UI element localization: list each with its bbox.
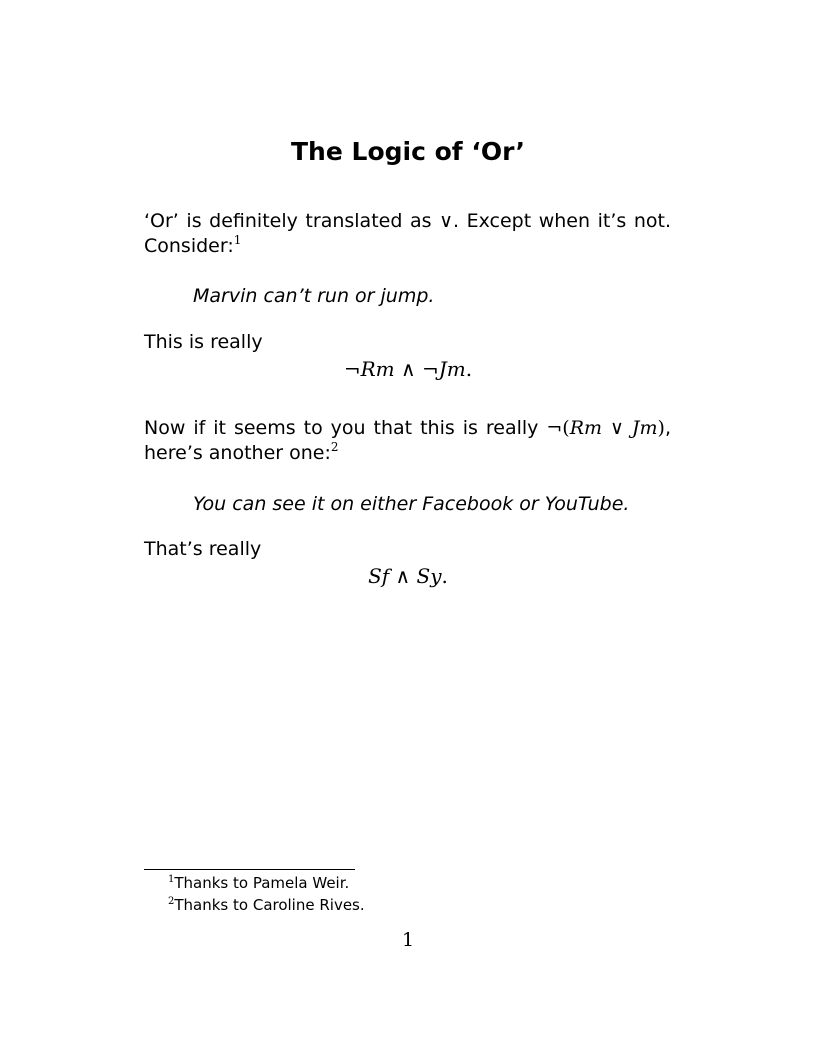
formula-1	[0, 357, 816, 382]
footnote-ref-1[interactable]: 1	[233, 233, 242, 247]
formula-2-and: ∧	[389, 564, 417, 588]
footnote-1	[168, 873, 349, 893]
footnote-1-text: Thanks to Pamela Weir.	[174, 874, 350, 892]
footnote-2	[168, 895, 365, 915]
lead-in-2: That’s really	[144, 538, 262, 560]
page-number: 1	[401, 929, 415, 951]
formula-2-sf: Sf	[368, 564, 390, 588]
example-sentence-1: Marvin can’t run or jump.	[193, 285, 435, 307]
inline-formula-or: ∨	[602, 417, 632, 439]
inline-formula-rm: Rm	[569, 417, 603, 439]
inline-formula-open: ¬(	[546, 417, 570, 439]
formula-2	[0, 564, 816, 589]
second-paragraph-prefix: Now if it seems to you that this is really	[144, 417, 547, 439]
formula-2-sy: Sy	[416, 564, 442, 588]
footnote-2-mark: 2	[168, 896, 175, 907]
inline-formula-jm: Jm	[631, 417, 658, 439]
formula-1-neg: ¬	[343, 357, 361, 381]
footnote-1-mark: 1	[168, 874, 175, 885]
intro-paragraph	[144, 209, 671, 259]
footnote-2-text: Thanks to Caroline Rives.	[174, 896, 365, 914]
formula-1-and-neg: ∧ ¬	[394, 357, 439, 381]
lead-in-1: This is really	[144, 331, 263, 353]
footnote-divider	[144, 869, 355, 870]
formula-1-rm: Rm	[360, 357, 395, 381]
second-paragraph-suffix: , here’s another one:	[144, 417, 671, 464]
page-title: The Logic of ‘Or’	[291, 137, 525, 166]
footnote-ref-2[interactable]: 2	[330, 440, 339, 454]
example-sentence-2: You can see it on either Facebook or YouTube.	[193, 493, 630, 515]
formula-1-period: .	[465, 357, 473, 381]
inline-formula-close: )	[657, 417, 665, 439]
inline-formula	[546, 417, 665, 439]
intro-text: ‘Or’ is definitely translated as ∨. Except when it’s not. Consider:	[144, 210, 671, 257]
formula-1-jm: Jm	[438, 357, 466, 381]
second-paragraph	[144, 416, 671, 466]
formula-2-period: .	[441, 564, 448, 588]
